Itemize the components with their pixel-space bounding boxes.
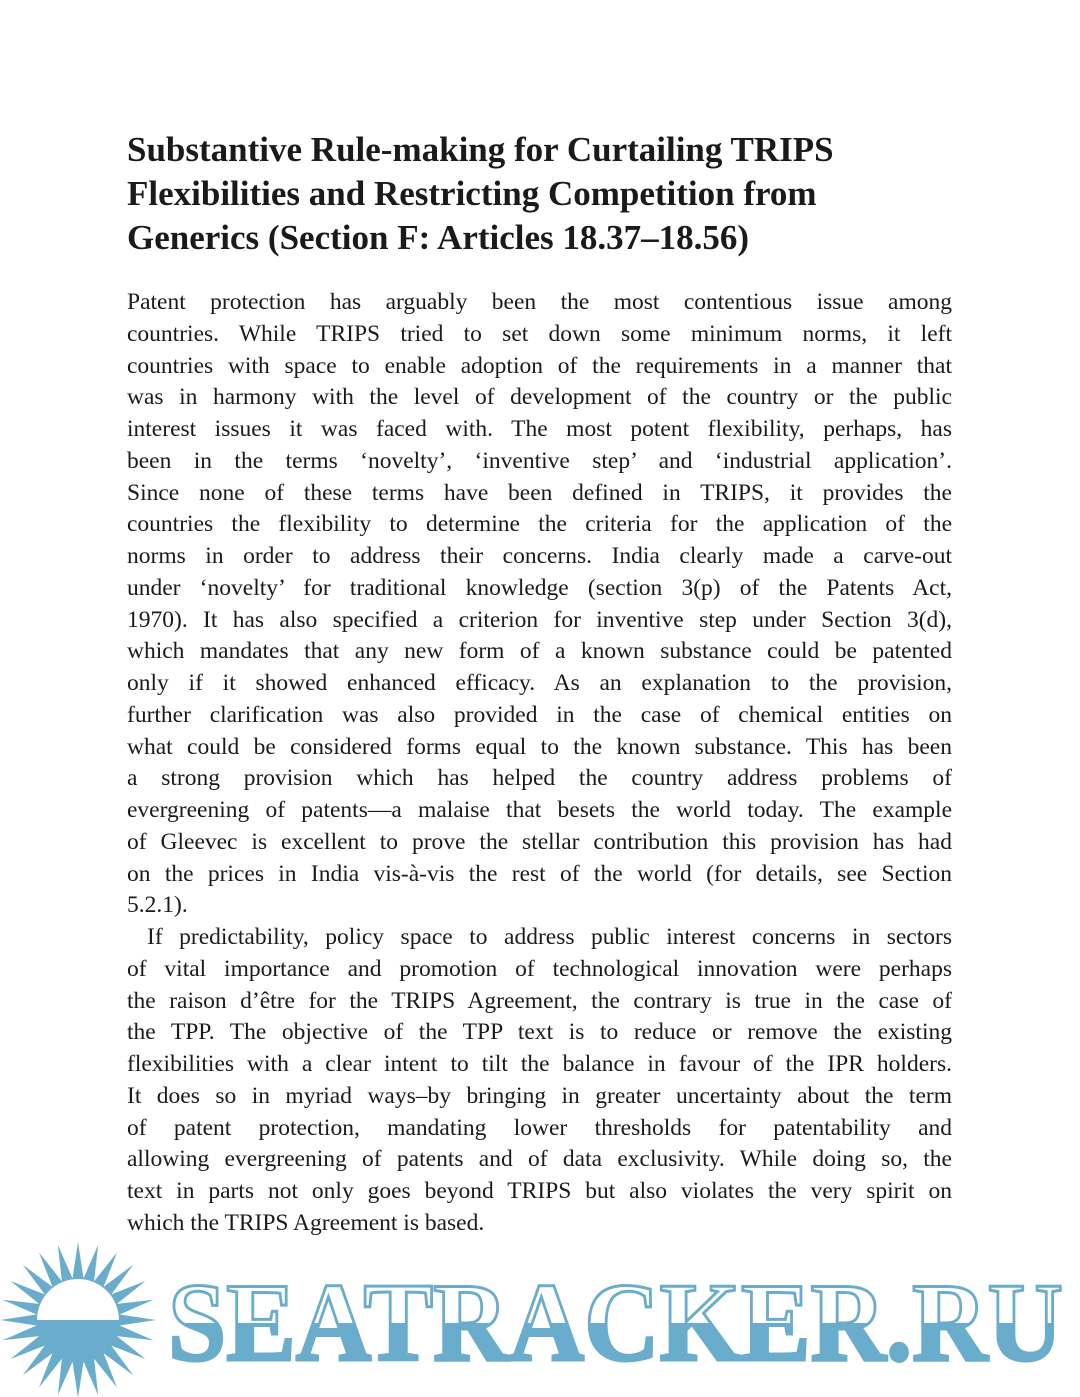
watermark	[0, 1238, 1080, 1397]
text-line: norms in order to address their concerns. India clearly made a carve-out	[127, 543, 952, 569]
text-line: countries. While TRIPS tried to set down some minimum norms, it left	[127, 320, 952, 347]
title-line: Substantive Rule-making for Curtailing TRIPS	[127, 130, 834, 169]
text-line: allowing evergreening of patents and of data exclusivity. While doing so, the	[127, 1146, 952, 1173]
text-line: 1970). It has also specified a criterion for inventive step under Section 3(d),	[127, 606, 952, 633]
text-line: of vital importance and promotion of technological innovation were perhaps	[127, 955, 952, 982]
text-line: flexibilities with a clear intent to tilt the balance in favour of the IPR holders.	[127, 1051, 952, 1077]
text-line: was in harmony with the level of development of the country or the public	[127, 384, 952, 411]
title-line: Flexibilities and Restricting Competition from	[127, 174, 817, 213]
body-text	[127, 287, 952, 1240]
text-line: a strong provision which has helped the country address problems of	[127, 765, 952, 792]
section-title	[127, 128, 957, 260]
text-line: which mandates that any new form of a known substance could be patented	[127, 638, 952, 665]
text-line: the TPP. The objective of the TPP text is to reduce or remove the existing	[127, 1019, 952, 1046]
text-line: of Gleevec is excellent to prove the stellar contribution this provision has had	[127, 828, 952, 855]
text-line: text in parts not only goes beyond TRIPS but also violates the very spirit on	[127, 1178, 952, 1204]
text-line: If predictability, policy space to address public interest concerns in sectors	[147, 924, 952, 950]
sun-icon	[0, 1242, 156, 1397]
text-line: countries the flexibility to determine the criteria for the application of the	[127, 511, 952, 538]
text-line: countries with space to enable adoption of the requirements in a manner that	[127, 352, 952, 379]
text-line: only if it showed enhanced efficacy. As an explanation to the provision,	[127, 670, 952, 696]
title-line: Generics (Section F: Articles 18.37–18.56)	[127, 218, 750, 257]
text-line: further clarification was also provided in the case of chemical entities on	[127, 701, 952, 728]
text-line: been in the terms ‘novelty’, ‘inventive step’ and ‘industrial application’.	[127, 447, 952, 474]
text-line: on the prices in India vis-à-vis the rest of the world (for details, see Section	[127, 860, 952, 887]
text-line: the raison d’être for the TRIPS Agreement, the contrary is true in the case of	[127, 987, 952, 1014]
text-line: It does so in myriad ways–by bringing in greater uncertainty about the term	[127, 1082, 952, 1109]
text-line: 5.2.1).	[127, 892, 188, 919]
text-line: Patent protection has arguably been the most contentious issue among	[127, 289, 952, 315]
text-line: Since none of these terms have been defined in TRIPS, it provides the	[127, 479, 952, 506]
text-line: what could be considered forms equal to the known substance. This has been	[127, 733, 952, 760]
text-line: of patent protection, mandating lower thresholds for patentability and	[127, 1114, 952, 1141]
watermark-text: SEATRACKER.RU	[168, 1261, 1063, 1385]
text-line: interest issues it was faced with. The most potent flexibility, perhaps, has	[127, 416, 952, 442]
text-line: which the TRIPS Agreement is based.	[127, 1209, 485, 1236]
text-line: evergreening of patents—a malaise that besets the world today. The example	[127, 797, 952, 823]
text-line: under ‘novelty’ for traditional knowledge (section 3(p) of the Patents Act,	[127, 574, 952, 601]
